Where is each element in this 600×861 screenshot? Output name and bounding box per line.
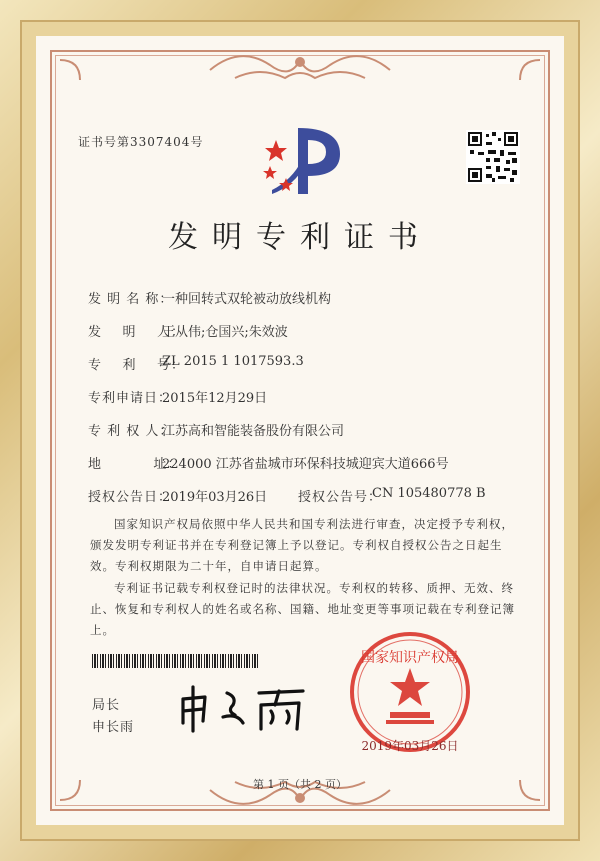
seal-date: 2019年03月26日	[361, 739, 459, 753]
signature-name: 申长雨	[92, 720, 135, 735]
cnipa-logo-icon	[258, 120, 354, 200]
seal-text: 国家知识产权局	[361, 650, 459, 666]
address-label: 地 址：	[88, 457, 182, 472]
patentee: 江苏高和智能装备股份有限公司	[162, 424, 345, 439]
grant-no-label: 授权公告号：	[298, 490, 383, 505]
grant-date: 2019年03月26日	[162, 490, 268, 505]
address: 224000 江苏省盐城市环保科技城迎宾大道666号	[162, 457, 449, 472]
signature-title: 局长	[92, 698, 121, 713]
barcode	[92, 654, 260, 668]
legal-status-paragraph: 专利证书记载专利权登记时的法律状况。专利权的转移、质押、无效、终止、恢复和专利权人的姓名或名称、国籍、地址变更等事项记载在专利登记簿上。	[90, 581, 515, 637]
qr-code	[466, 130, 520, 184]
filing-date-label: 专利申请日：	[88, 391, 173, 406]
filing-date: 2015年12月29日	[162, 391, 268, 406]
handwritten-signature	[175, 683, 315, 733]
inventors-label: 发 明 人：	[88, 325, 186, 340]
page-indicator: 第 1 页（共 2 页）	[253, 778, 347, 791]
patentee-label: 专 利 权 人：	[88, 424, 174, 439]
patent-no-label: 专 利 号：	[88, 358, 186, 373]
invention-name: 一种回转式双轮被动放线机构	[162, 292, 332, 307]
certificate-title: 发明专利证书	[168, 220, 432, 255]
certificate-number: 证书号第3307404号	[78, 135, 204, 149]
official-seal	[340, 628, 480, 758]
patent-no: ZL 2015 1 1017593.3	[162, 354, 304, 369]
grant-statement-paragraph: 国家知识产权局依照中华人民共和国专利法进行审查，决定授予专利权，颁发发明专利证书并在专利登记簿上予以登记。专利权自授权公告之日起生效。专利权期限为二十年，自申请日起算。	[90, 517, 514, 573]
invention-name-label: 发 明 名 称：	[88, 292, 174, 307]
grant-no: CN 105480778 B	[372, 486, 486, 501]
grant-date-label: 授权公告日：	[88, 490, 173, 505]
inventors: 王从伟;仓国兴;朱效波	[162, 325, 288, 340]
